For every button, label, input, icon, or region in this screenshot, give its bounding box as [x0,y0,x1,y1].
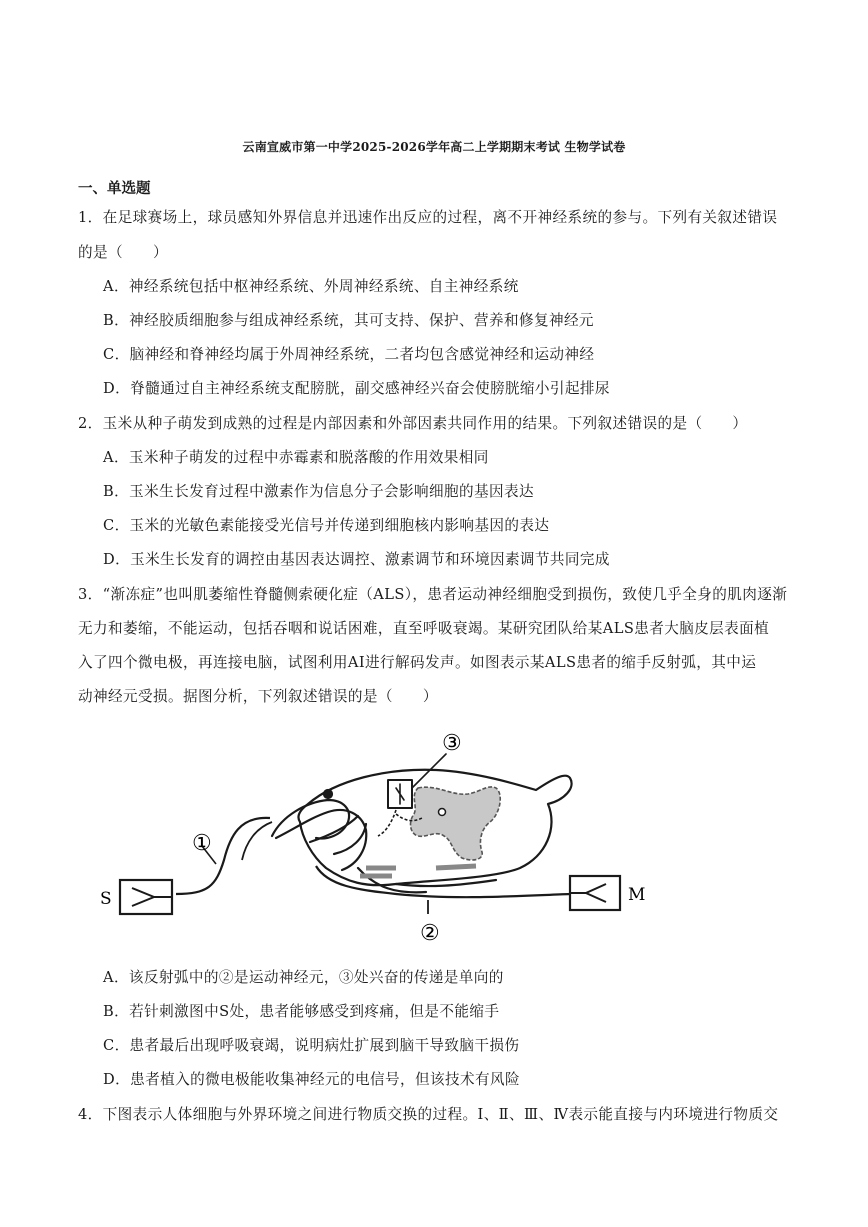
question-1-option-d: D．脊髓通过自主神经系统支配膀胱，副交感神经兴奋会使膀胱缩小引起排尿 [103,380,610,397]
grey-matter [411,787,501,860]
question-3-option-d: D．患者植入的微电极能收集神经元的电信号，但该技术有风险 [103,1071,520,1088]
label-m: M [628,885,646,905]
label-1: ① [192,831,212,856]
question-2-option-c: C．玉米的光敏色素能接受光信号并传递到细胞核内影响基因的表达 [103,517,550,534]
question-3-stem: 3．“渐冻症”也叫肌萎缩性脊髓侧索硬化症（ALS），患者运动神经细胞受到损伤，致使几乎全身的肌肉逐渐 [78,586,788,603]
question-2-option-a: A．玉米种子萌发的过程中赤霉素和脱落酸的作用效果相同 [103,449,489,466]
question-3-option-b: B．若针刺激图中S处，患者能够感受到疼痛，但是不能缩手 [103,1003,500,1020]
afferent-fibre [176,818,270,894]
question-1-option-a: A．神经系统包括中枢神经系统、外周神经系统、自主神经系统 [103,278,519,295]
question-1-option-b: B．神经胶质细胞参与组成神经系统，其可支持、保护、营养和修复神经元 [103,312,594,329]
question-2-option-d: D．玉米生长发育的调控由基因表达调控、激素调节和环境因素调节共同完成 [103,551,610,568]
question-3-stem-cont-3: 动神经元受损。据图分析，下列叙述错误的是（ ） [78,688,438,705]
label-3: ③ [442,731,462,756]
question-2-option-b: B．玉米生长发育过程中激素作为信息分子会影响细胞的基因表达 [103,483,534,500]
question-1-option-c: C．脑神经和脊神经均属于外周神经系统，二者均包含感觉神经和运动神经 [103,346,595,363]
question-4-stem: 4．下图表示人体细胞与外界环境之间进行物质交换的过程。Ⅰ、Ⅱ、Ⅲ、Ⅳ表示能直接与内环境进行物质交 [78,1106,779,1123]
question-3-option-c: C．患者最后出现呼吸衰竭，说明病灶扩展到脑干导致脑干损伤 [103,1037,520,1054]
question-3-stem-cont-1: 无力和萎缩，不能运动，包括吞咽和说话困难，直至呼吸衰竭。某研究团队给某ALS患者大脑皮层表面植 [78,620,770,637]
section-heading: 一、单选题 [78,181,151,197]
label-s: S [100,889,112,909]
exam-title: 云南宣威市第一中学2025-2026学年高二上学期期末考试 生物学试卷 [242,140,626,154]
question-1-stem: 1．在足球赛场上，球员感知外界信息并迅速作出反应的过程，离不开神经系统的参与。下列有关叙述错误 [78,209,778,226]
reflex-arc-diagram [96,718,656,958]
question-3-option-a: A．该反射弧中的②是运动神经元，③处兴奋的传递是单向的 [103,969,504,986]
question-3-stem-cont-2: 入了四个微电极，再连接电脑，试图利用AI进行解码发声。如图表示某ALS患者的缩手反射弧，其中运 [78,654,757,671]
question-1-stem-cont: 的是（ ） [78,244,168,261]
question-2-stem: 2．玉米从种子萌发到成熟的过程是内部因素和外部因素共同作用的结果。下列叙述错误的是（ ） [78,415,748,432]
label-2: ② [420,921,440,946]
